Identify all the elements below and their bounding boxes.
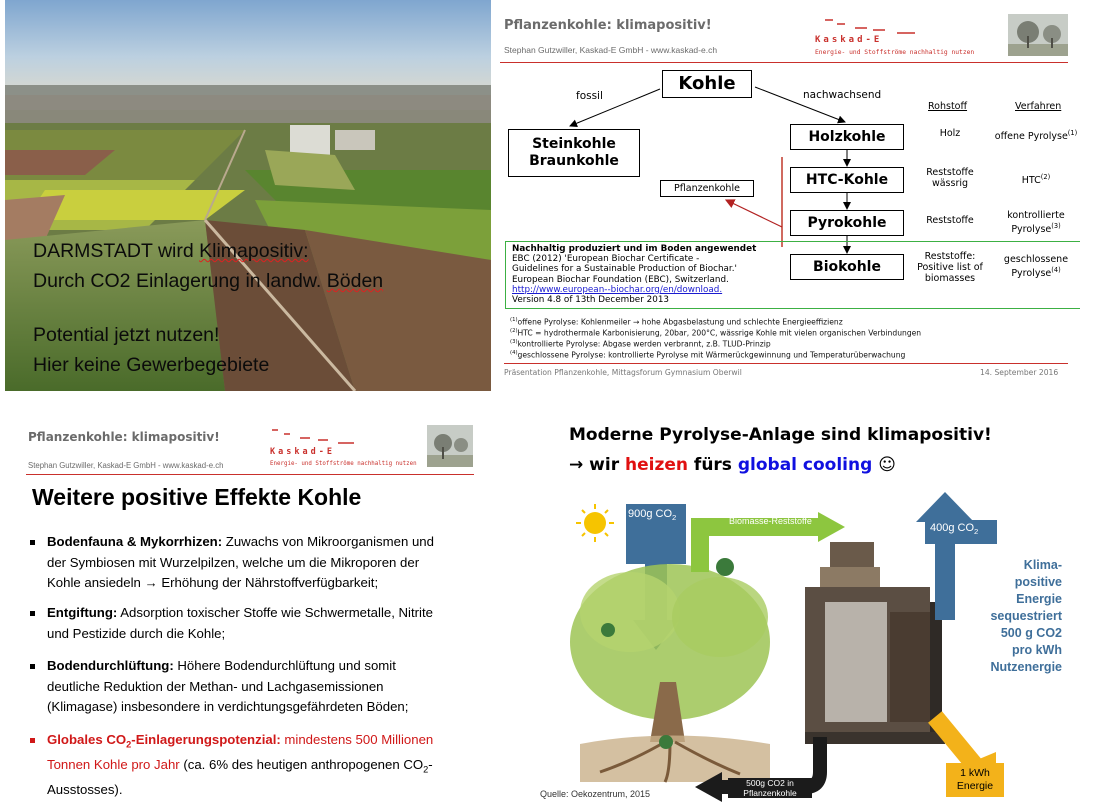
photo-line-2-keyword: Böden xyxy=(326,270,384,292)
col-rohstoff: Rohstoff xyxy=(928,101,968,112)
biokohle-box: Biokohle xyxy=(790,254,904,280)
input-co2-label: 900g $CO_2$ xyxy=(628,508,677,523)
brand-dashes-graphic xyxy=(815,14,1005,36)
brand-name-2: Kaskad-E xyxy=(270,447,335,457)
output-co2-label: 400g $CO_2$ xyxy=(930,522,979,537)
bullet-entgiftung: Entgiftung: Adsorption toxischer Stoffe wie Schwermetalle, Nitrite und Pestizide durch die Kohle; xyxy=(30,603,450,644)
pyrolysis-slide xyxy=(520,415,1101,812)
footer-right: 14. September 2016 xyxy=(980,368,1059,377)
holzkohle-box: Holzkohle xyxy=(790,124,904,150)
slide-title-2: Pflanzenkohle: klimapositiv! xyxy=(28,430,220,444)
biochar-storage-label: 500g CO2 in Pflanzenkohle xyxy=(728,778,812,798)
aerial-photo-panel xyxy=(5,0,491,391)
brand-logo-2 xyxy=(270,424,420,468)
bullet-dot xyxy=(30,611,35,616)
bullet-co2-potential: Globales $CO_2$-Einlagerungspotenzial: mindestens 500 Millionen Tonnen Kohle pro Jahr (ca. 6% des heutigen anthropogenen $CO_2-Ausstosses$). xyxy=(30,730,450,801)
kohle-box: Kohle xyxy=(662,70,752,98)
bullet-bodenfauna: Bodenfauna & Mykorrhizen: Zuwachs von Mikroorganismen und der Symbiosen mit Wurzelpilzen, welche um die Mikroporen der Kohle ansiedeln → Erhöhung der Nährstoffverfügbarkeit; xyxy=(30,532,450,594)
effects-slide xyxy=(0,420,480,812)
slide-title: Pflanzenkohle: klimapositiv! xyxy=(504,18,712,33)
energy-output-box: 1 kWh Energie xyxy=(946,763,1004,797)
footnote-4: $^{(4)}$geschlossene Pyrolyse: kontrollierte Pyrolyse mit Wärmerückgewinnung und Temperaturüberwachung xyxy=(510,350,906,360)
footnote-3: $^{(3)}$kontrollierte Pyrolyse: Abgase werden verbrannt, z.B. TLUD-Prinzip xyxy=(510,339,771,349)
htc-kohle-box: HTC-Kohle xyxy=(790,167,904,193)
r2-rohstoff: Reststoffe wässrig xyxy=(926,167,974,189)
photo-line-4: Hier keine Gewerbegebiete xyxy=(33,354,270,376)
fossil-label: fossil xyxy=(576,90,603,102)
brand-dashes-graphic-2 xyxy=(270,424,420,446)
ebc-reference xyxy=(512,244,782,305)
header-divider-2 xyxy=(26,474,474,475)
r3-verfahren: kontrollierte Pyrolyse$^{(3)}$ xyxy=(1007,210,1065,236)
braunkohle-label: Braunkohle xyxy=(529,153,619,169)
photo-line-1-keyword: Klimapositiv: xyxy=(199,240,309,262)
pyrokohle-box: Pyrokohle xyxy=(790,210,904,236)
source-caption: Quelle: Oekozentrum, 2015 xyxy=(540,789,651,799)
misty-tree-thumbnail xyxy=(1008,14,1068,56)
biomasse-label: Biomasse-Reststoffe xyxy=(729,516,812,526)
sun-icon xyxy=(576,504,614,542)
bullet-dot xyxy=(30,738,35,743)
footnote-1: $^{(1)}$offene Pyrolyse: Kohlenmeiler → hohe Abgasbelastung und schlechte Energieeffizienz xyxy=(510,317,843,327)
pflanzenkohle-box: Pflanzenkohle xyxy=(660,180,754,197)
pyrolysis-subtitle: → wir heizen fürs global cooling ☺ xyxy=(569,455,896,475)
coal-diagram-slide xyxy=(500,0,1080,390)
photo-line-2-start: Durch CO2 Einlagerung in landw. xyxy=(33,270,327,292)
bullet-bodendurchlueftung: Bodendurchlüftung: Höhere Bodendurchlüftung und somit deutliche Reduktion der Methan- und Lachgasemissionen (Klimagase) insbesondere in verdichtungsgefährdeten Böden; xyxy=(30,656,450,718)
bullet-dot xyxy=(30,664,35,669)
green-line-3: European Biochar Foundation (EBC), Switzerland. xyxy=(512,274,729,285)
photo-line-3: Potential jetzt nutzen! xyxy=(33,324,220,346)
brand-logo xyxy=(815,14,1005,60)
green-line-5: Version 4.8 of 13th December 2013 xyxy=(512,295,670,306)
r1-rohstoff: Holz xyxy=(939,128,961,139)
slide-author-2: Stephan Gutzwiller, Kaskad-E GmbH - www.kaskad-e.ch xyxy=(28,461,224,470)
r4-rohstoff: Reststoffe: Positive list of biomasses xyxy=(917,251,983,284)
r4-verfahren: geschlossene Pyrolyse$^{(4)}$ xyxy=(1003,254,1069,280)
misty-tree-thumbnail-2 xyxy=(427,425,473,467)
nachwachsend-label: nachwachsend xyxy=(803,89,882,101)
r3-rohstoff: Reststoffe xyxy=(926,215,974,226)
r2-verfahren: HTC$^{(2)}$ xyxy=(1021,173,1051,187)
ebc-link[interactable]: http://www.european--biochar.org/en/download. xyxy=(512,284,723,295)
green-title: Nachhaltig produziert und im Boden angewendet xyxy=(512,244,757,254)
tree-illustration xyxy=(570,558,770,782)
green-line-2: Guidelines for a Sustainable Production of Biochar.' xyxy=(512,264,737,275)
pyrolysis-title: Moderne Pyrolyse-Anlage sind klimapositiv! xyxy=(569,425,992,445)
footer-divider xyxy=(504,363,1068,364)
footer-left: Präsentation Pflanzenkohle, Mittagsforum Gymnasium Oberwil xyxy=(504,368,742,377)
footnote-2: $^{(2)}$HTC = hydrothermale Karbonisierung, 20bar, 200°C, wässrige Kohle mit vielen organischen Verbindungen xyxy=(510,328,922,338)
r1-verfahren: offene Pyrolyse$^{(1)}$ xyxy=(994,129,1078,143)
brand-name: Kaskad-E xyxy=(815,35,883,45)
pyrolysis-machine-illustration xyxy=(805,542,945,744)
photo-line-2 xyxy=(33,268,383,294)
klima-positive-note: Klima- positive Energie sequestriert 500 g CO2 pro kWh Nutzenergie xyxy=(990,558,1062,674)
fossil-coal-box xyxy=(508,129,640,177)
brand-tagline: Energie- und Stoffströme nachhaltig nutzen xyxy=(815,49,975,56)
effects-heading: Weitere positive Effekte Kohle xyxy=(32,484,362,510)
slide-author: Stephan Gutzwiller, Kaskad-E GmbH - www.kaskad-e.ch xyxy=(504,45,718,55)
bullet-dot xyxy=(30,540,35,545)
photo-line-1-start: DARMSTADT wird xyxy=(33,240,200,262)
brand-tagline-2: Energie- und Stoffströme nachhaltig nutzen xyxy=(270,461,417,467)
green-line-1: EBC (2012) 'European Biochar Certificate - xyxy=(512,254,700,265)
photo-line-1 xyxy=(33,238,309,264)
steinkohle-label: Steinkohle xyxy=(532,136,616,153)
col-verfahren: Verfahren xyxy=(1015,101,1062,112)
